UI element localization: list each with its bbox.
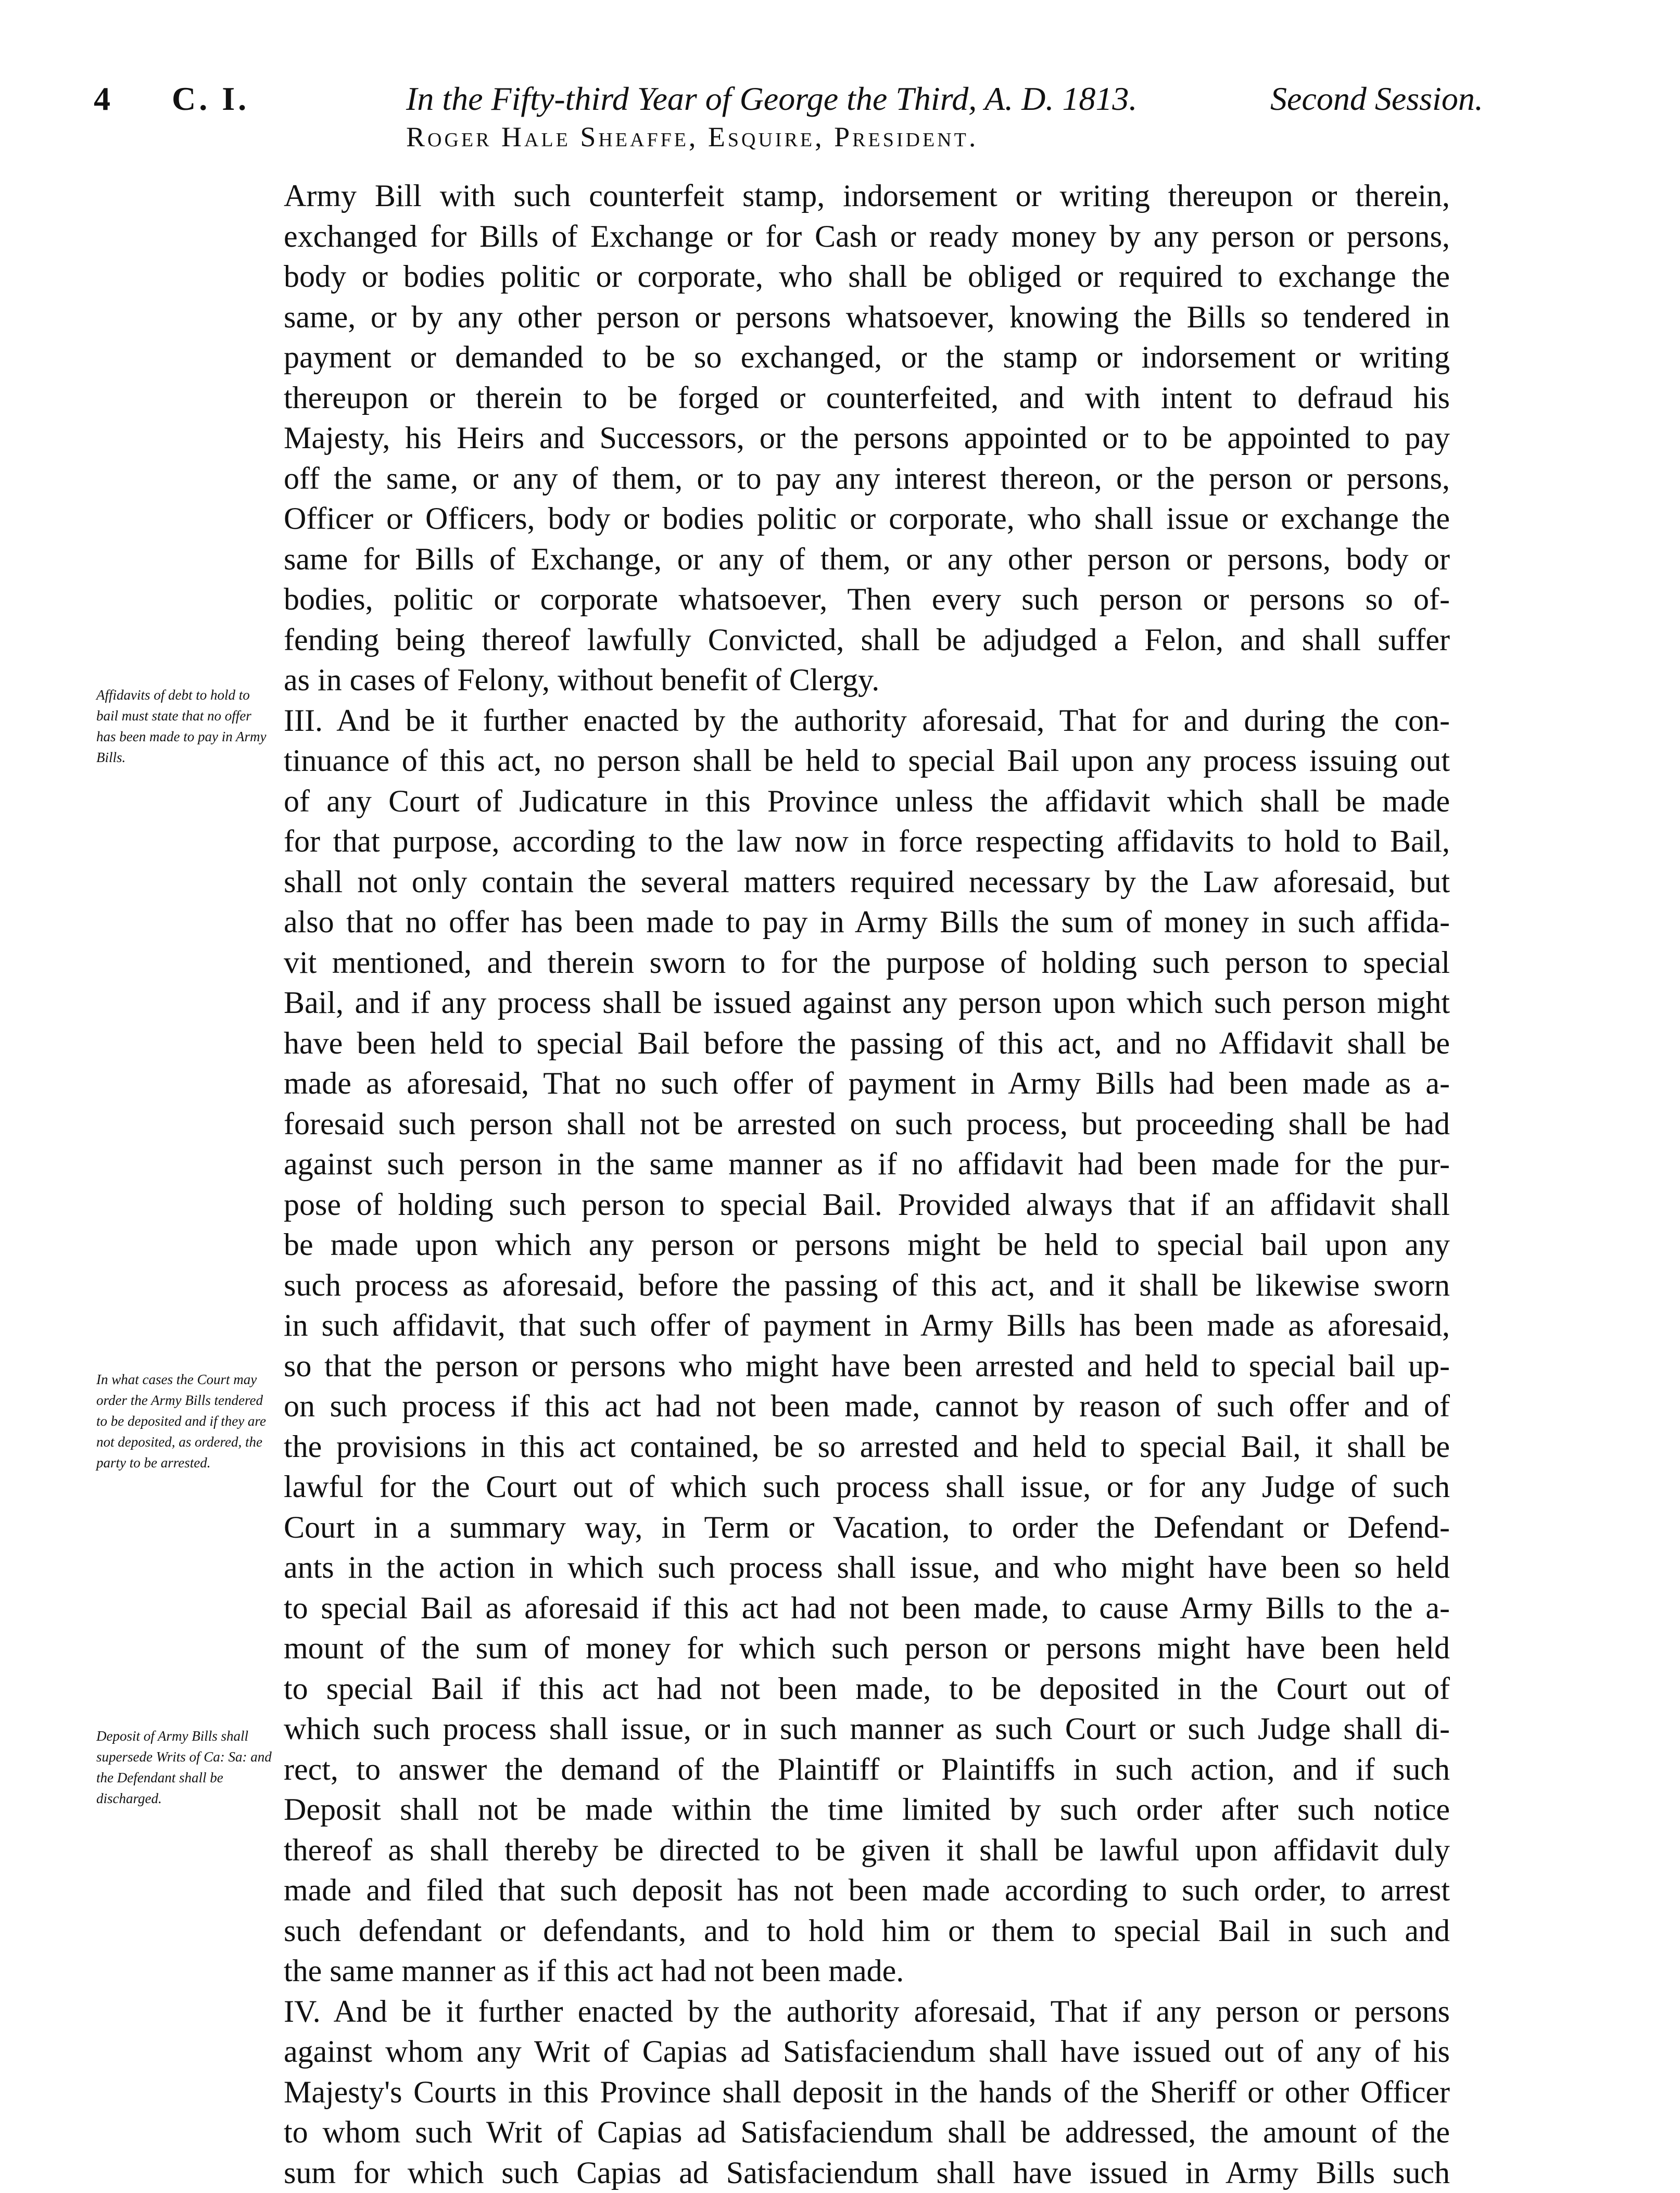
statute-body-text: [284, 176, 1450, 2193]
body-line: so that the person or persons who might have been arrested and held to special bail up-: [284, 1346, 1450, 1387]
body-line: Court in a summary way, in Term or Vacation, to order the Defendant or Defend-: [284, 1507, 1450, 1548]
body-line: the provisions in this act contained, be so arrested and held to special Bail, it shall be: [284, 1427, 1450, 1467]
body-line: lawful for the Court out of which such process shall issue, or for any Judge of such: [284, 1467, 1450, 1507]
body-line: same for Bills of Exchange, or any of them, or any other person or persons, body or: [284, 539, 1450, 580]
body-line: exchanged for Bills of Exchange or for Cash or ready money by any person or persons,: [284, 217, 1450, 257]
body-line: pose of holding such person to special Bail. Provided always that if an affidavit shall: [284, 1185, 1450, 1225]
body-line: Majesty's Courts in this Province shall deposit in the hands of the Sheriff or other Officer: [284, 2072, 1450, 2113]
body-line: such defendant or defendants, and to hold him or them to special Bail in such and: [284, 1911, 1450, 1951]
margin-note-court-order: In what cases the Court may order the Army Bills tendered to be deposited and if they are not deposited, as ordered, the party to be arrested.: [96, 1369, 273, 1473]
body-line: foresaid such person shall not be arrested on such process, but proceeding shall be had: [284, 1104, 1450, 1145]
body-line: sum for which such Capias ad Satisfaciendum shall have issued in Army Bills such: [284, 2153, 1450, 2193]
body-line: made and filed that such deposit has not been made according to such order, to arrest: [284, 1870, 1450, 1911]
body-line: as in cases of Felony, without benefit of Clergy.: [284, 660, 1450, 701]
page-number: 4: [94, 78, 110, 120]
regnal-year-heading: In the Fifty-third Year of George the Third, A. D. 1813.: [406, 78, 1137, 120]
body-line: be made upon which any person or persons might be held to special bail upon any: [284, 1225, 1450, 1265]
body-line: of any Court of Judicature in this Province unless the affidavit which shall be made: [284, 781, 1450, 822]
body-line: the same manner as if this act had not been made.: [284, 1951, 1450, 1992]
body-line: off the same, or any of them, or to pay any interest thereon, or the person or persons,: [284, 459, 1450, 499]
body-line: for that purpose, according to the law now in force respecting affidavits to hold to Bail,: [284, 821, 1450, 862]
body-line: fending being thereof lawfully Convicted, shall be adjudged a Felon, and shall suffer: [284, 620, 1450, 661]
body-line: thereof as shall thereby be directed to be given it shall be lawful upon affidavit duly: [284, 1830, 1450, 1871]
body-line: Army Bill with such counterfeit stamp, indorsement or writing thereupon or therein,: [284, 176, 1450, 217]
body-line: tinuance of this act, no person shall be held to special Bail upon any process issuing out: [284, 741, 1450, 781]
body-line: to whom such Writ of Capias ad Satisfaciendum shall be addressed, the amount of the: [284, 2112, 1450, 2153]
president-line: Roger Hale Sheaffe, Esquire, President.: [406, 119, 978, 155]
body-line: in such affidavit, that such offer of payment in Army Bills has been made as aforesaid,: [284, 1305, 1450, 1346]
body-line: Officer or Officers, body or bodies politic or corporate, who shall issue or exchange the: [284, 499, 1450, 539]
body-line: to special Bail if this act had not been made, to be deposited in the Court out of: [284, 1669, 1450, 1709]
body-line: ants in the action in which such process shall issue, and who might have been so held: [284, 1548, 1450, 1588]
body-line: Bail, and if any process shall be issued against any person upon which such person might: [284, 983, 1450, 1023]
body-line: which such process shall issue, or in such manner as such Court or such Judge shall di-: [284, 1709, 1450, 1750]
body-line: body or bodies politic or corporate, who shall be obliged or required to exchange the: [284, 257, 1450, 297]
body-line: III. And be it further enacted by the authority aforesaid, That for and during the con-: [284, 701, 1450, 741]
body-line: thereupon or therein to be forged or counterfeited, and with intent to defraud his: [284, 378, 1450, 419]
body-line: IV. And be it further enacted by the authority aforesaid, That if any person or persons: [284, 1992, 1450, 2032]
body-line: made as aforesaid, That no such offer of payment in Army Bills had been made as a-: [284, 1063, 1450, 1104]
body-line: bodies, politic or corporate whatsoever, Then every such person or persons so of-: [284, 579, 1450, 620]
body-line: against whom any Writ of Capias ad Satisfaciendum shall have issued out of any of his: [284, 2032, 1450, 2072]
body-line: vit mentioned, and therein sworn to for the purpose of holding such person to special: [284, 943, 1450, 983]
body-line: mount of the sum of money for which such person or persons might have been held: [284, 1628, 1450, 1669]
body-line: to special Bail as aforesaid if this act had not been made, to cause Army Bills to the a-: [284, 1588, 1450, 1629]
body-line: payment or demanded to be so exchanged, or the stamp or indorsement or writing: [284, 337, 1450, 378]
body-line: also that no offer has been made to pay in Army Bills the sum of money in such affida-: [284, 902, 1450, 943]
body-line: rect, to answer the demand of the Plaintiff or Plaintiffs in such action, and if such: [284, 1750, 1450, 1790]
body-line: Deposit shall not be made within the time limited by such order after such notice: [284, 1790, 1450, 1830]
body-line: same, or by any other person or persons whatsoever, knowing the Bills so tendered in: [284, 297, 1450, 338]
body-line: against such person in the same manner as if no affidavit had been made for the pur-: [284, 1144, 1450, 1185]
margin-note-affidavits: Affidavits of debt to hold to bail must state that no offer has been made to pay in Army Bills.: [96, 684, 273, 768]
body-line: have been held to special Bail before the passing of this act, and no Affidavit shall be: [284, 1023, 1450, 1064]
session-label: Second Session.: [1270, 78, 1483, 120]
body-line: such process as aforesaid, before the passing of this act, and it shall be likewise sworn: [284, 1265, 1450, 1306]
chapter-number: C. I.: [172, 78, 249, 120]
body-line: on such process if this act had not been made, cannot by reason of such offer and of: [284, 1386, 1450, 1427]
body-line: Majesty, his Heirs and Successors, or the persons appointed or to be appointed to pay: [284, 418, 1450, 459]
body-line: shall not only contain the several matters required necessary by the Law aforesaid, but: [284, 862, 1450, 903]
margin-note-deposit: Deposit of Army Bills shall supersede Writs of Ca: Sa: and the Defendant shall be discharged.: [96, 1726, 273, 1809]
